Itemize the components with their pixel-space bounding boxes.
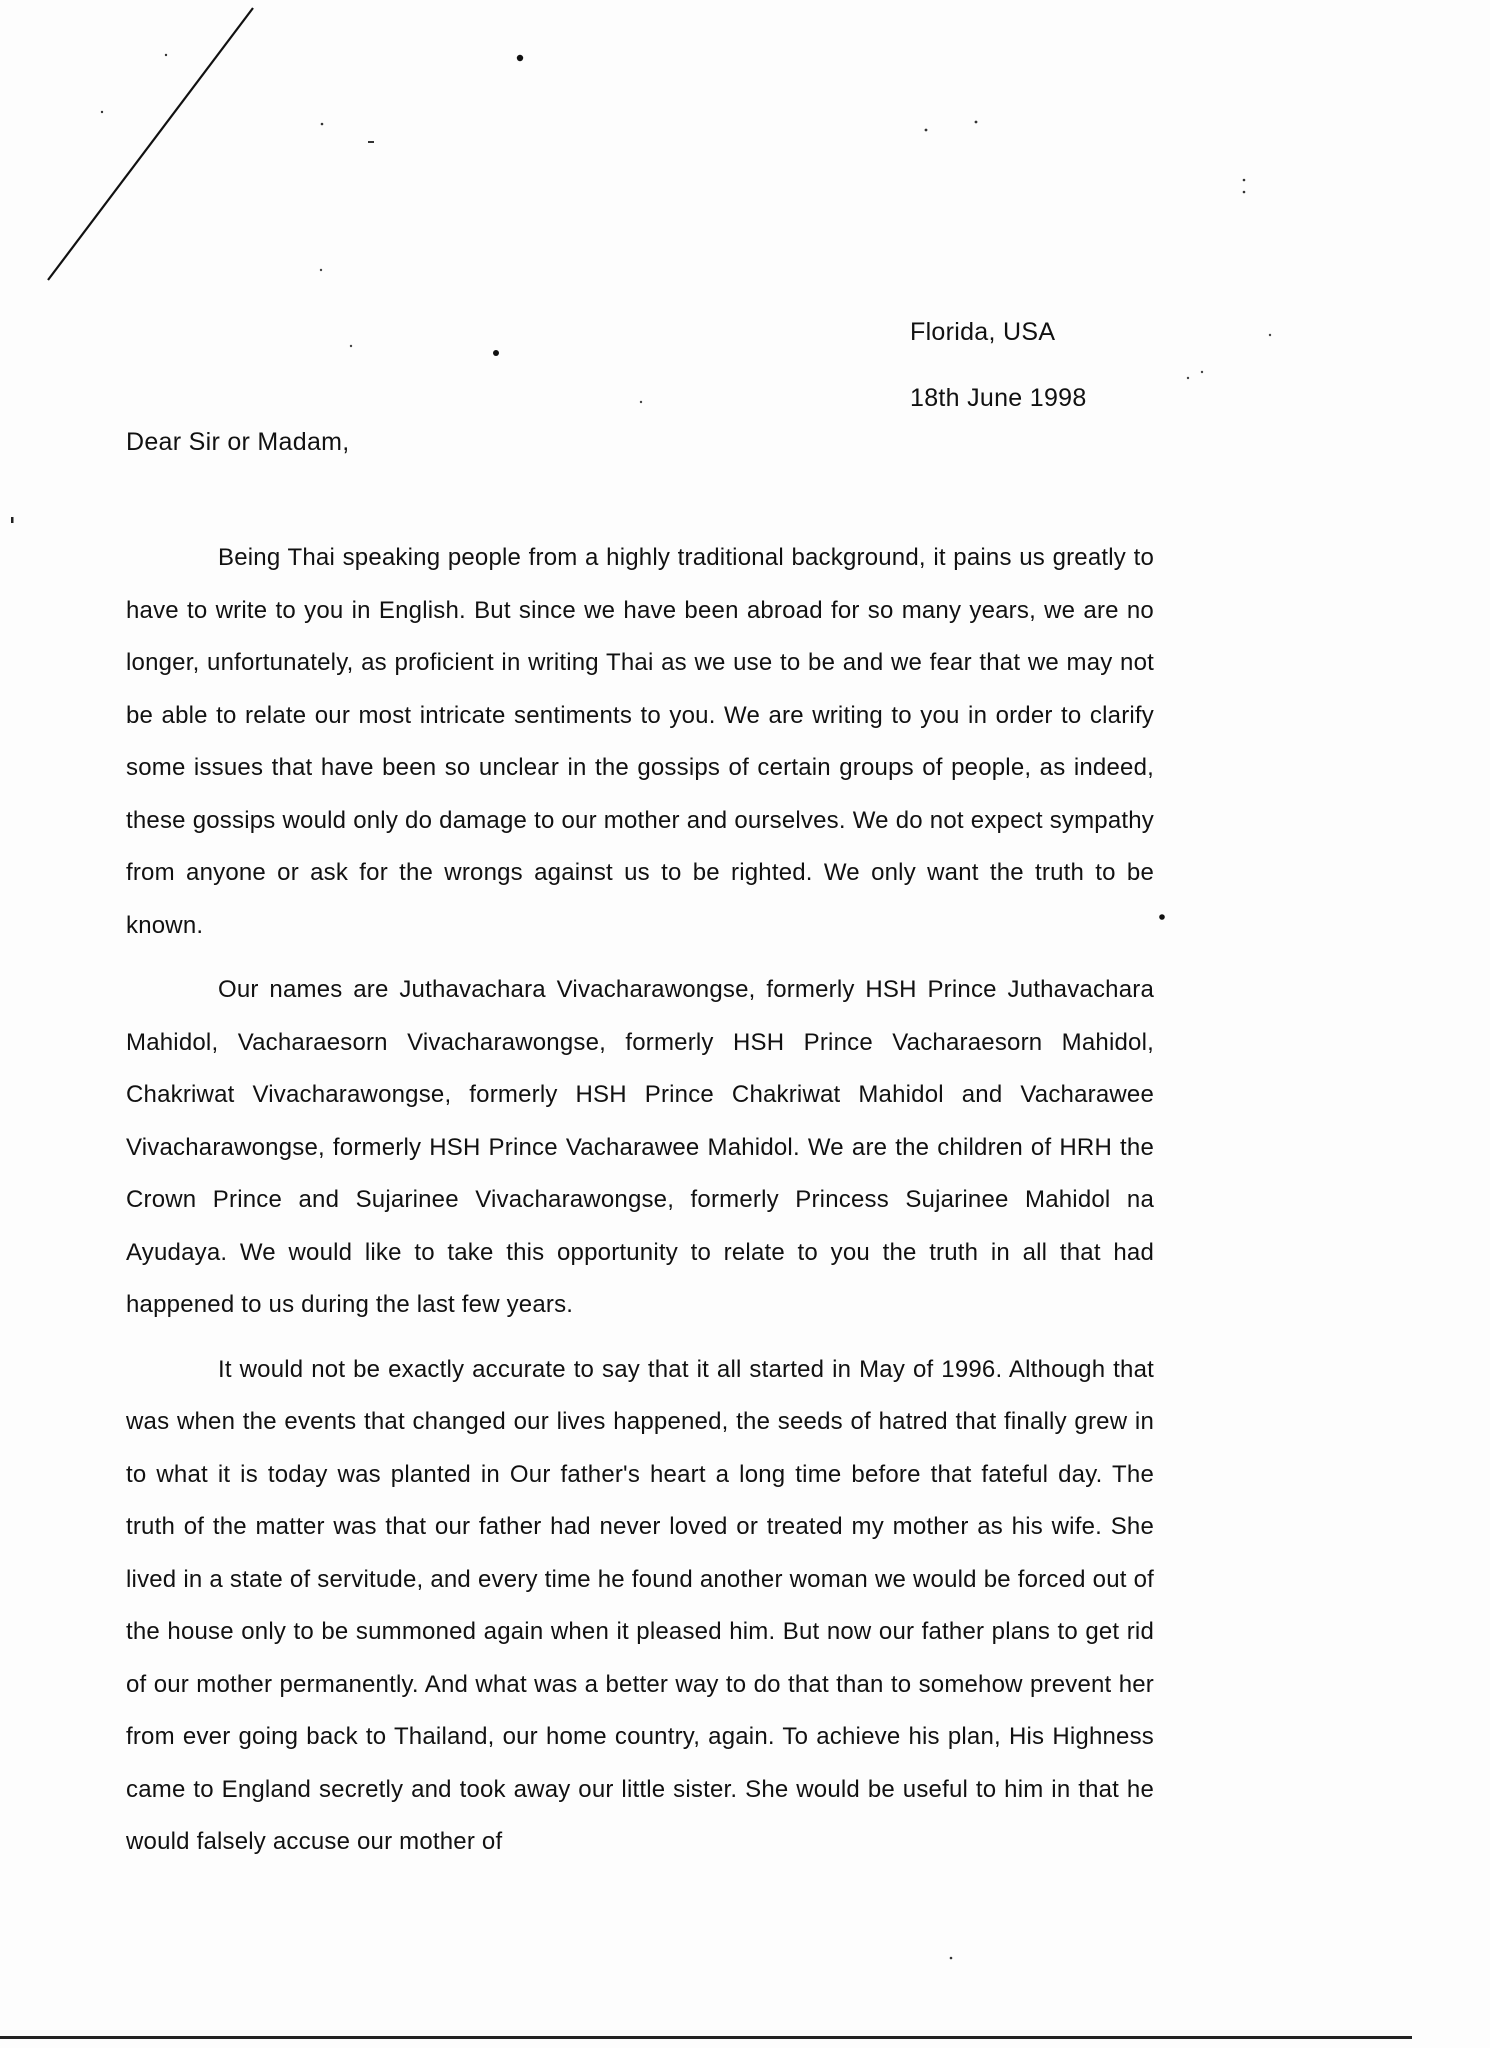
letter-paragraph-1: Being Thai speaking people from a highly traditional background, it pains us greatly to have to write to you in English. But since we have been abroad for so many years, we are no longer, unfortunately, as proficient in writing Thai as we use to be and we fear that we may not be able to relate our most intricate sentiments to you. We are writing to you in order to clarify some issues that have been so unclear in the gossips of certain groups of people, as indeed, these gossips would only do damage to our mother and ourselves. We do not expect sympathy from anyone or ask for the wrongs against us to be righted. We only want the truth to be known.	[126, 544, 1154, 939]
page-bottom-rule	[0, 2036, 1412, 2039]
letter-body	[126, 532, 1154, 1881]
letter-paragraph-2: Our names are Juthavachara Vivacharawongse, formerly HSH Prince Juthavachara Mahidol, Vacharaesorn Vivacharawongse, formerly HSH Prince Vacharaesorn Mahidol, Chakriwat Vivacharawongse, formerly HSH Prince Chakriwat Mahidol and Vacharawee Vivacharawongse, formerly HSH Prince Vacharawee Mahidol. We are the children of HRH the Crown Prince and Sujarinee Vivacharawongse, formerly Princess Sujarinee Mahidol na Ayudaya. We would like to take this opportunity to relate to you the truth in all that had happened to us during the last few years.	[126, 976, 1154, 1318]
letter-date: 18th June 1998	[910, 384, 1087, 412]
letter-salutation: Dear Sir or Madam,	[126, 428, 350, 456]
pen-slash-mark	[40, 0, 270, 290]
letter-place: Florida, USA	[910, 318, 1056, 346]
letter-paragraph-3: It would not be exactly accurate to say that it all started in May of 1996. Although that was when the events that changed our lives happened, the seeds of hatred that finally grew in to what it is today was planted in Our father's heart a long time before that fateful day. The truth of the matter was that our father had never loved or treated my mother as his wife. She lived in a state of servitude, and every time he found another woman we would be forced out of the house only to be summoned again when it pleased him. But now our father plans to get rid of our mother permanently. And what was a better way to do that than to somehow prevent her from ever going back to Thailand, our home country, again. To achieve his plan, His Highness came to England secretly and took away our little sister. She would be useful to him in that he would falsely accuse our mother of	[126, 1355, 1154, 1855]
